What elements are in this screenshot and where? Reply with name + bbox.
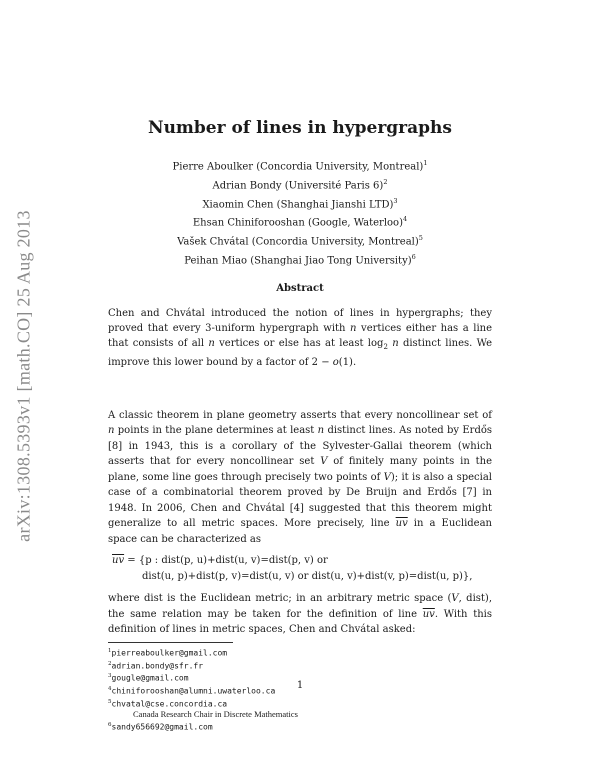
author-line: Vašek Chvátal (Concordia University, Montreal)$^5$ — [177, 234, 423, 248]
footnote-extra: Canada Research Chair in Discrete Mathematics — [133, 709, 298, 720]
paper-title: Number of lines in hypergraphs — [148, 118, 452, 138]
continuation-paragraph: where dist is the Euclidean metric; in an arbitrary metric space (V, dist), the same relation may be taken for the definition of line $\overline{uv}$. With this definition of lines in metric spaces, Chen and Chvátal asked: — [108, 593, 492, 636]
footnote: $^6$sandy656692@gmail.com — [108, 722, 213, 732]
author-list — [108, 156, 492, 269]
abstract-text: Chen and Chvátal introduced the notion of lines in hypergraphs; they proved that every 3-uniform hypergraph with n vertices either has a line that consists of all n vertices or else has at least $\log_2 n$ distinct lines. We improve this lower bound by a factor of 2 − o(1). — [108, 307, 493, 368]
author-line: Ehsan Chiniforooshan (Google, Waterloo)$^4$ — [192, 215, 408, 229]
paper-page — [108, 118, 492, 733]
arxiv-sidebar-stamp — [12, 176, 36, 576]
author-line: Pierre Aboulker (Concordia University, Montreal)$^1$ — [172, 159, 428, 173]
page-number: 1 — [296, 680, 304, 691]
line-definition-equation: $\overline{uv} = \{p$ : dist(p, u)+dist(u, v)=dist(p, v) or dist(u, p)+dist(p, v)=dist(u, v) or dist(u, v)+dist(v, p)=dist(u, p)}, — [112, 555, 473, 583]
author-line: Adrian Bondy (Université Paris 6)$^2$ — [212, 177, 388, 192]
footnote: $^3$gougle@gmail.com — [108, 673, 189, 683]
footnote: $^5$chvatal@cse.concordia.ca — [108, 698, 228, 709]
footnote: $^1$pierreaboulker@gmail.com — [108, 647, 228, 658]
intro-paragraph: A classic theorem in plane geometry asserts that every noncollinear set of n points in the plane determines at least n distinct lines. As noted by Erdős [8] in 1943, this is a corollary of the Sylvester-Gallai theorem (which asserts that for every noncollinear set V of finitely many points in the plane, some line goes through precisely two points of V); it is also a special case of a combinatorial theorem proved by De Bruijn and Erdős [7] in 1948. In 2006, Chen and Chvátal [4] suggested that this theorem might generalize to all metric spaces. More precisely, line $\overline{uv}$ in a Euclidean space can be characterized as — [108, 409, 493, 545]
abstract-heading: Abstract — [276, 282, 324, 294]
footnote-separator — [108, 642, 233, 643]
author-line: Xiaomin Chen (Shanghai Jianshi LTD)$^3$ — [202, 196, 398, 210]
arxiv-identifier: arXiv:1308.5393v1 [math.CO] 25 Aug 2013 — [13, 210, 34, 542]
author-line: Peihan Miao (Shanghai Jiao Tong University)$^6$ — [184, 253, 416, 267]
footnote: $^2$adrian.bondy@sfr.fr — [108, 660, 204, 671]
footnote: $^4$chiniforooshan@alumni.uwaterloo.ca — [108, 685, 276, 696]
